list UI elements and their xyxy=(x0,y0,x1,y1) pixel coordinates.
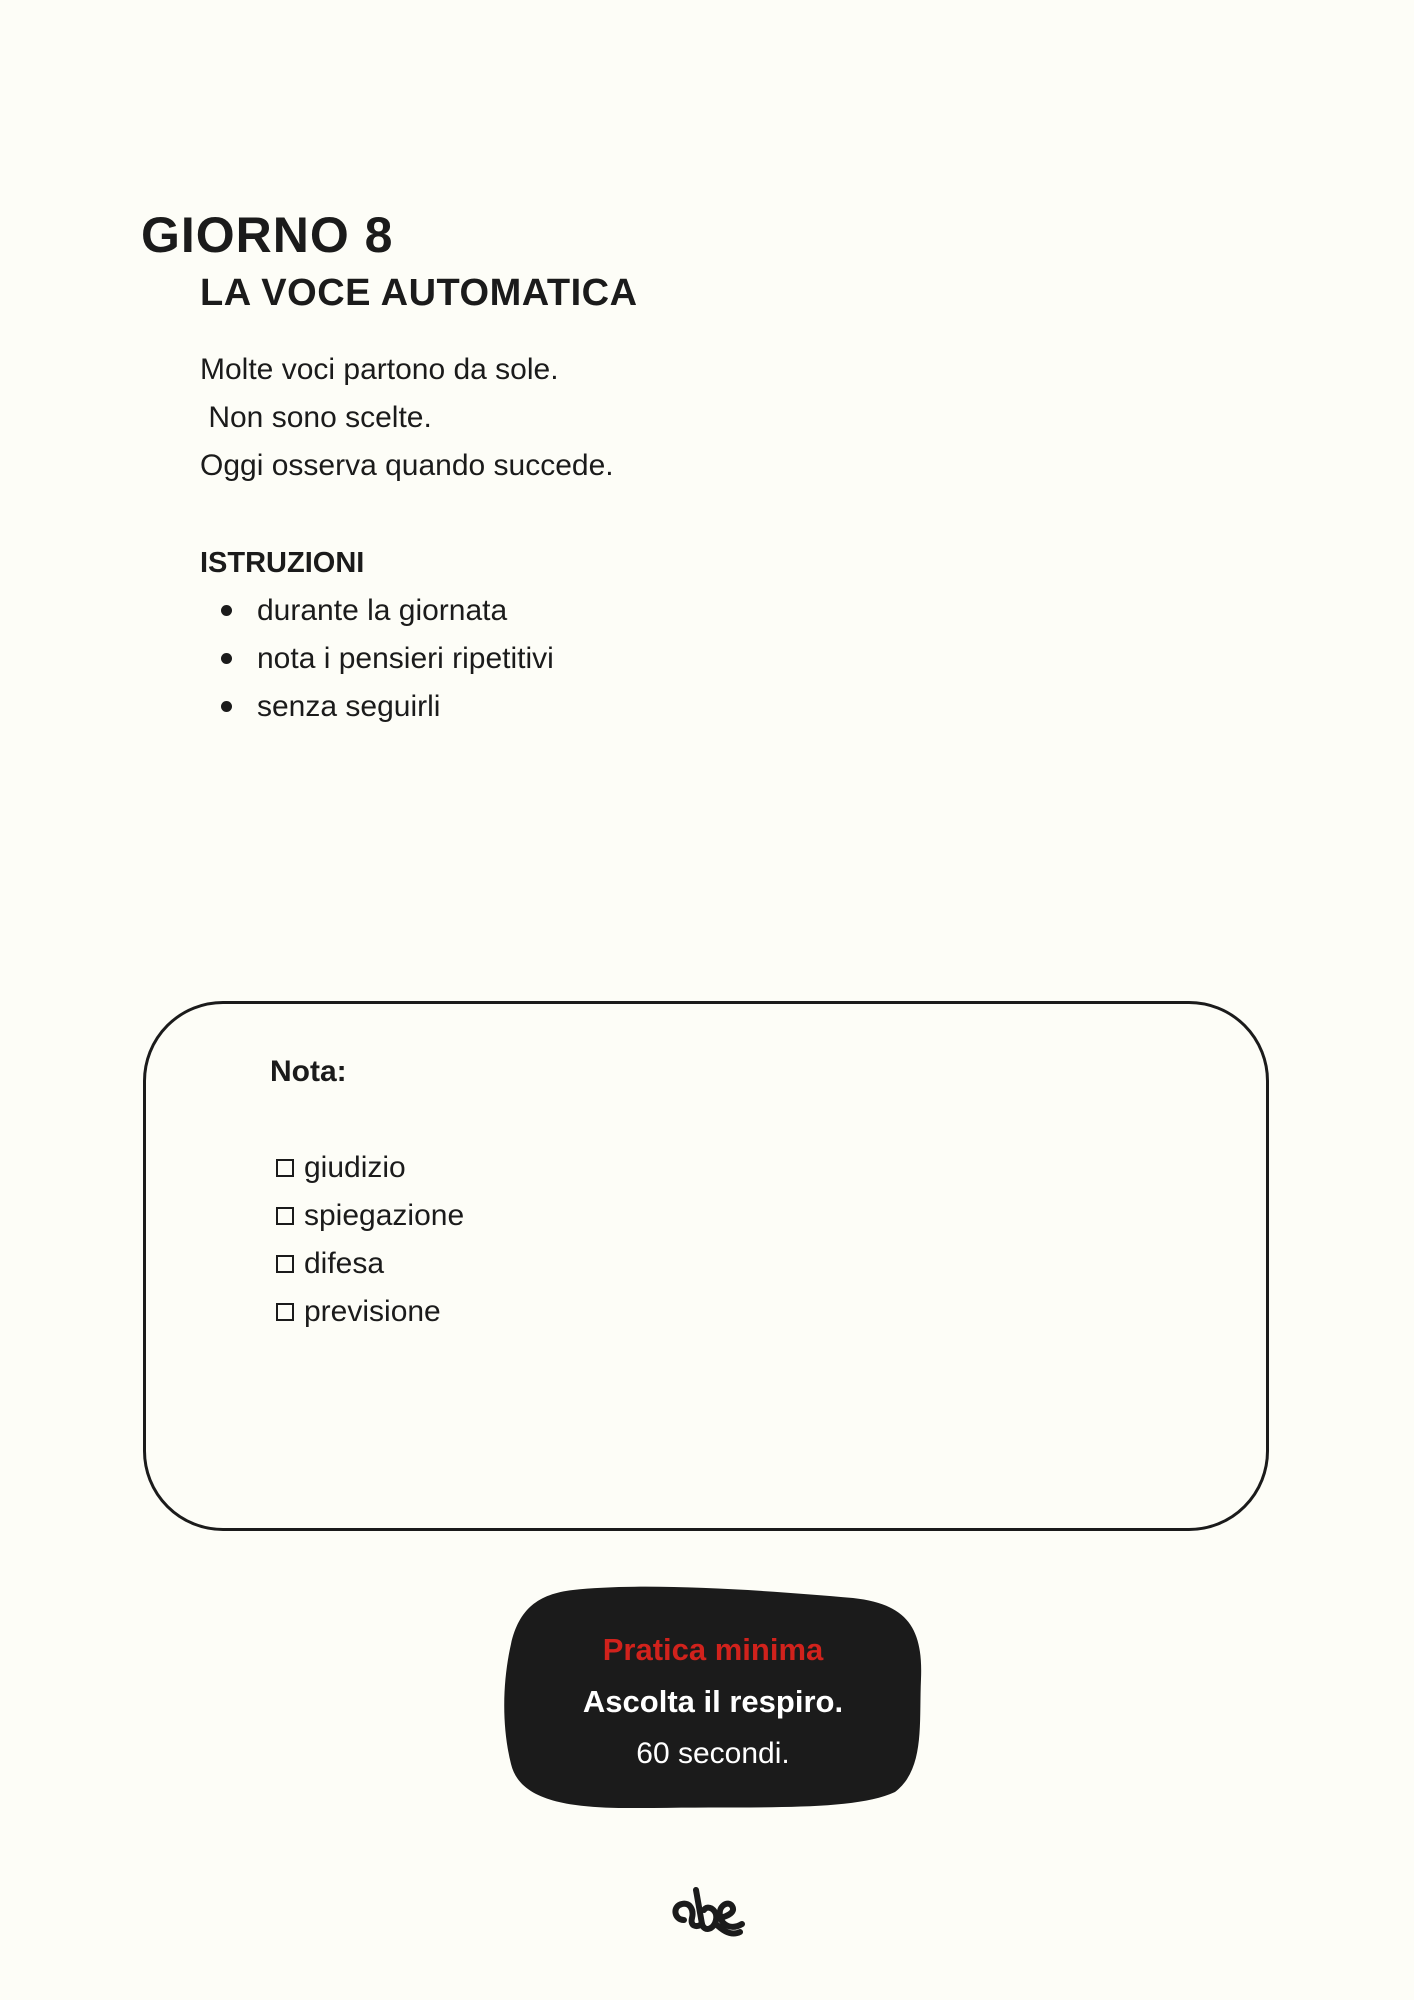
instruction-text: senza seguirli xyxy=(257,690,441,723)
checkbox-icon[interactable] xyxy=(276,1207,294,1225)
intro-line: Oggi osserva quando succede. xyxy=(200,449,614,482)
instructions-list xyxy=(200,587,554,731)
bullet-icon xyxy=(221,653,232,664)
note-checklist xyxy=(276,1144,464,1336)
practice-title: Pratica minima xyxy=(602,1632,824,1667)
instruction-item xyxy=(200,683,554,731)
checkbox-icon[interactable] xyxy=(276,1303,294,1321)
instruction-item xyxy=(200,635,554,683)
checklist-item[interactable] xyxy=(276,1240,464,1288)
page-subtitle: LA VOCE AUTOMATICA xyxy=(200,272,638,314)
checklist-label: previsione xyxy=(304,1295,441,1328)
checkbox-icon[interactable] xyxy=(276,1255,294,1273)
intro-line: Non sono scelte. xyxy=(200,401,432,434)
checklist-label: difesa xyxy=(304,1247,385,1280)
checklist-item[interactable] xyxy=(276,1192,464,1240)
instruction-text: nota i pensieri ripetitivi xyxy=(257,642,554,675)
day-title: GIORNO 8 xyxy=(141,207,394,263)
instructions-heading: ISTRUZIONI xyxy=(200,547,365,579)
checkbox-icon[interactable] xyxy=(276,1159,294,1177)
checklist-label: giudizio xyxy=(304,1151,406,1184)
practice-duration: 60 secondi. xyxy=(636,1737,790,1770)
intro-line: Molte voci partono da sole. xyxy=(200,353,559,386)
instruction-item xyxy=(200,587,554,635)
checklist-item[interactable] xyxy=(276,1288,464,1336)
practice-box xyxy=(503,1624,923,1780)
practice-instruction: Ascolta il respiro. xyxy=(582,1684,844,1719)
instruction-text: durante la giornata xyxy=(257,594,508,627)
bullet-icon xyxy=(221,605,232,616)
intro-text xyxy=(200,346,614,490)
note-label: Nota: xyxy=(270,1055,347,1088)
brand-logo-icon xyxy=(666,1880,748,1940)
checklist-item[interactable] xyxy=(276,1144,464,1192)
checklist-label: spiegazione xyxy=(304,1199,465,1232)
bullet-icon xyxy=(221,701,232,712)
